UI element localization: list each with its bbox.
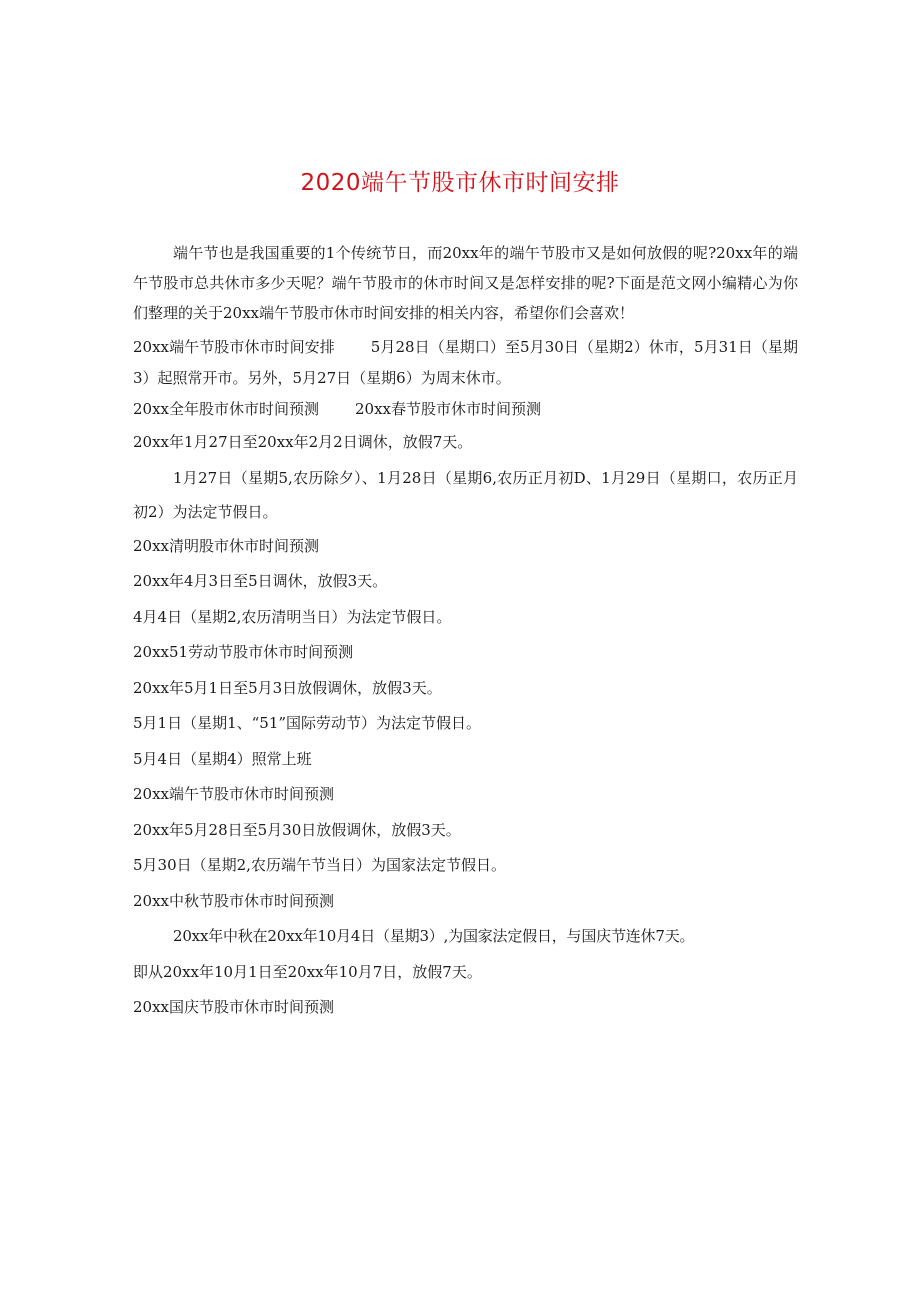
qingming-dates: 20xx年4月3日至5日调休，放假3天。 — [133, 572, 388, 590]
document-body — [133, 238, 798, 1026]
dragon-boat-schedule-text: 5月28日（星期口）至5月30日（星期2）休市，5月31日（星期3）起照常开市。另外，5月27日（星期6）为周末休市。 — [133, 338, 799, 387]
dragon-boat-forecast-heading: 20xx端午节股市休市时间预测 — [133, 785, 335, 803]
document-title: 2020端午节股市休市时间安排 — [300, 170, 620, 196]
labor-day-holiday: 5月1日（星期1、“51”国际劳动节）为法定节假日。 — [133, 714, 482, 732]
labor-day-workday: 5月4日（星期4）照常上班 — [133, 749, 312, 768]
mid-autumn-dates: 20xx年中秋在20xx年10月4日（星期3）,为国家法定假日，与国庆节连休7天。 — [173, 927, 695, 945]
headings-line — [133, 394, 798, 425]
spring-festival-heading: 20xx春节股市休市时间预测 — [355, 400, 542, 418]
dragon-boat-schedule-heading: 20xx端午节股市休市时间安排 — [133, 338, 335, 356]
labor-day-heading: 20xx51劳动节股市休市时间预测 — [133, 643, 354, 661]
qingming-holiday: 4月4日（星期2,农历清明当日）为法定节假日。 — [133, 607, 452, 626]
spring-festival-dates: 20xx年1月27日至20xx年2月2日调休，放假7天。 — [133, 433, 473, 451]
dragon-boat-dates: 20xx年5月28日至5月30日放假调休，放假3天。 — [133, 820, 461, 839]
national-day-dates: 即从20xx年10月1日至20xx年10月7日，放假7天。 — [133, 962, 482, 981]
dragon-boat-schedule-paragraph — [133, 332, 798, 394]
intro-paragraph: 端午节也是我国重要的1个传统节日，而20xx年的端午节股市又是如何放假的呢?20xx年的端午节股市总共休市多少天呢？端午节股市的休市时间又是怎样安排的呢?下面是范文网小编精心为你们整理的关于20xx端午节股市休市时间安排的相关内容，希望你们会喜欢！ — [133, 244, 798, 322]
mid-autumn-heading: 20xx中秋节股市休市时间预测 — [133, 891, 335, 910]
full-year-heading: 20xx全年股市休市时间预测 — [133, 400, 320, 418]
dragon-boat-holiday: 5月30日（星期2,农历端午节当日）为国家法定节假日。 — [133, 856, 506, 874]
labor-day-dates: 20xx年5月1日至5月3日放假调休，放假3天。 — [133, 678, 442, 697]
national-day-heading: 20xx国庆节股市休市时间预测 — [133, 998, 335, 1016]
spring-festival-holidays: 1月27日（星期5,农历除夕）、1月28日（星期6,农历正月初D、1月29日（星期口，农历正月初2）为法定节假日。 — [133, 468, 798, 521]
qingming-heading: 20xx清明股市休市时间预测 — [133, 536, 320, 555]
